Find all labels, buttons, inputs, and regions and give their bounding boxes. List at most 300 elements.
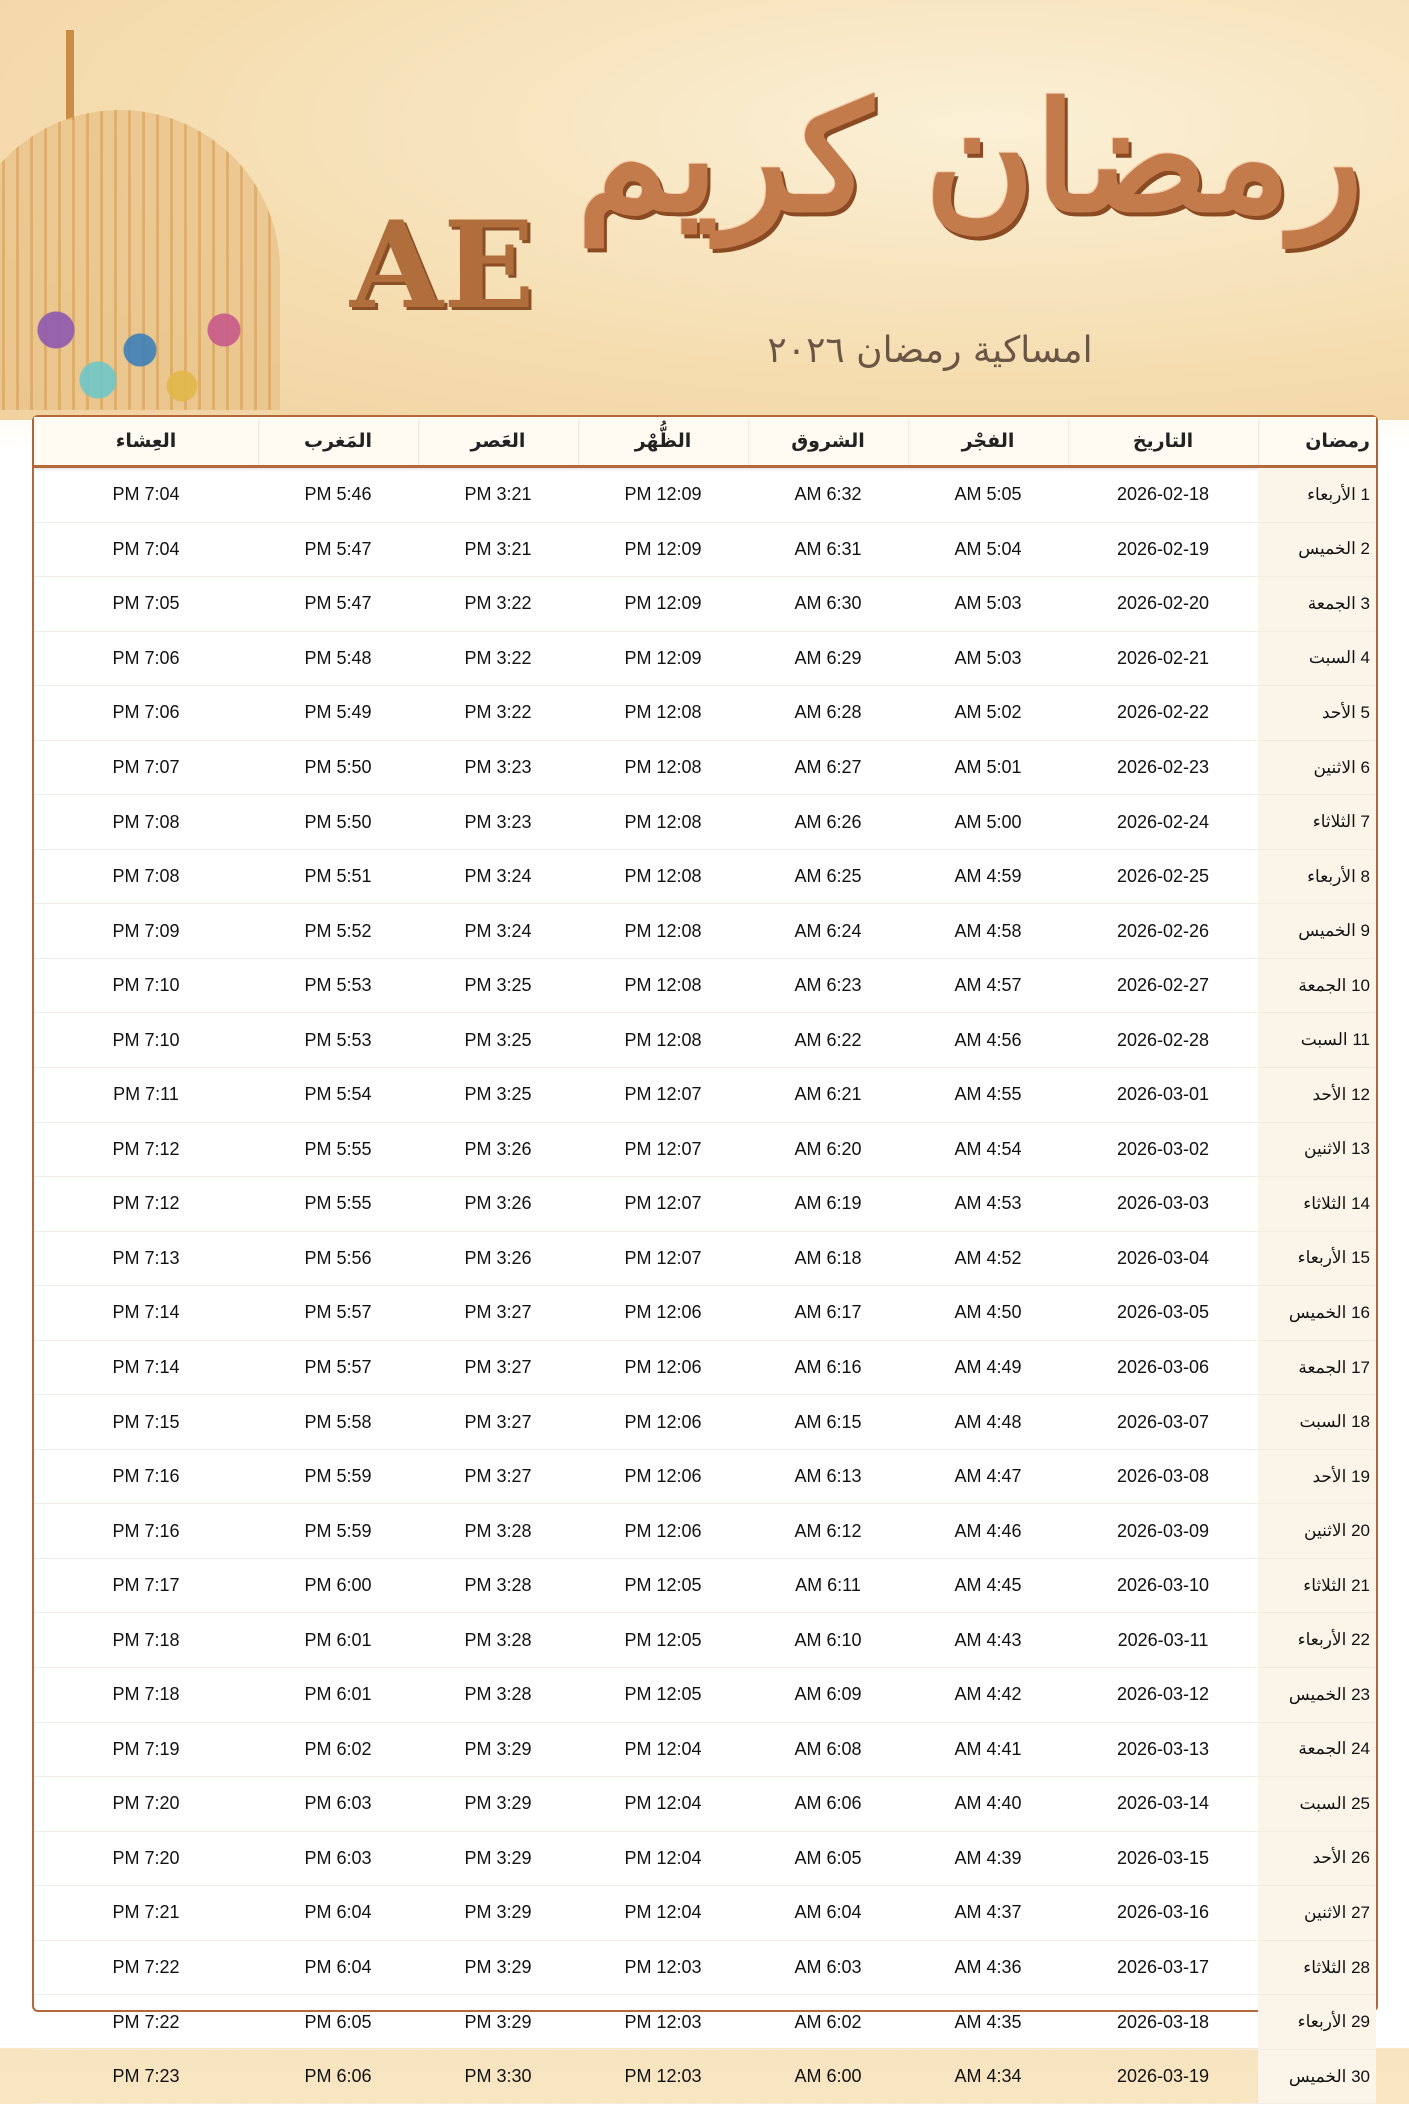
asr-value: PM 3:27 (464, 1466, 532, 1487)
date-cell (1068, 1940, 1258, 1995)
asr-value: PM 3:26 (464, 1247, 532, 1268)
sunrise-cell (748, 522, 908, 577)
fajr-value: AM 4:35 (954, 2011, 1022, 2032)
maghrib-value: PM 5:51 (304, 866, 372, 887)
fajr-value: AM 4:57 (954, 975, 1022, 996)
dhuhr-value: PM 12:07 (624, 1084, 702, 1105)
date-value: 2026-02-26 (1116, 920, 1210, 941)
maghrib-value: PM 5:49 (304, 702, 372, 723)
maghrib-value: PM 5:52 (304, 920, 372, 941)
sunrise-value: AM 6:26 (794, 811, 862, 832)
dhuhr-value: PM 12:08 (624, 811, 702, 832)
ramadan-day-value: 19 الأحد (1312, 1466, 1370, 1486)
fajr-value: AM 4:47 (954, 1466, 1022, 1487)
asr-cell (418, 1995, 578, 2050)
date-value: 2026-03-11 (1117, 1629, 1209, 1650)
dhuhr-value: PM 12:04 (624, 1902, 702, 1923)
date-cell (1068, 795, 1258, 850)
maghrib-cell (258, 631, 418, 686)
ramadan-day-cell (1258, 1449, 1376, 1504)
ramadan-day-cell (1258, 1722, 1376, 1777)
maghrib-value: PM 6:01 (304, 1684, 372, 1705)
sunrise-cell (748, 1995, 908, 2050)
isha-value: PM 7:23 (112, 2066, 180, 2087)
ramadan-day-cell (1258, 467, 1376, 523)
fajr-value: AM 4:53 (954, 1193, 1022, 1214)
maghrib-cell (258, 849, 418, 904)
dhuhr-value: PM 12:07 (624, 1247, 702, 1268)
isha-cell (34, 1613, 258, 1668)
asr-cell (418, 1722, 578, 1777)
asr-cell (418, 1613, 578, 1668)
sunrise-value: AM 6:21 (794, 1084, 862, 1105)
ramadan-day-cell (1258, 795, 1376, 850)
dhuhr-cell (578, 631, 748, 686)
maghrib-cell (258, 1613, 418, 1668)
sunrise-cell (748, 1395, 908, 1450)
dhuhr-cell (578, 1995, 748, 2050)
asr-value: PM 3:25 (464, 1084, 532, 1105)
fajr-value: AM 4:55 (954, 1084, 1022, 1105)
dhuhr-cell (578, 1013, 748, 1068)
sunrise-value: AM 6:22 (794, 1029, 862, 1050)
ramadan-day-value: 26 الأحد (1312, 1848, 1370, 1868)
fajr-value: AM 4:50 (954, 1302, 1022, 1323)
dhuhr-cell (578, 1722, 748, 1777)
asr-cell (418, 1286, 578, 1341)
maghrib-value: PM 6:02 (304, 1738, 372, 1759)
ramadan-day-value: 2 الخميس (1298, 539, 1370, 559)
table-row (34, 1722, 1376, 1777)
fajr-cell (908, 1286, 1068, 1341)
maghrib-cell (258, 1013, 418, 1068)
dhuhr-value: PM 12:06 (624, 1411, 702, 1432)
table-row (34, 1286, 1376, 1341)
isha-value: PM 7:15 (112, 1411, 180, 1432)
prayer-times-table (32, 415, 1378, 2087)
sunrise-cell (748, 1886, 908, 1941)
table-row (34, 1613, 1376, 1668)
isha-value: PM 7:18 (112, 1629, 180, 1650)
fajr-cell (908, 795, 1068, 850)
sunrise-cell (748, 740, 908, 795)
date-value: 2026-02-25 (1116, 866, 1210, 887)
ramadan-day-cell (1258, 1831, 1376, 1886)
ramadan-day-value: 18 السبت (1299, 1412, 1370, 1432)
ramadan-day-value: 20 الاثنين (1304, 1521, 1370, 1541)
date-cell (1068, 1231, 1258, 1286)
asr-value: PM 3:29 (464, 1847, 532, 1868)
dhuhr-value: PM 12:04 (624, 1793, 702, 1814)
ramadan-day-value: 24 الجمعة (1298, 1739, 1370, 1759)
dhuhr-cell (578, 958, 748, 1013)
ramadan-day-value: 13 الاثنين (1304, 1139, 1370, 1159)
dhuhr-value: PM 12:08 (624, 757, 702, 777)
fajr-value: AM 5:05 (954, 484, 1022, 505)
isha-cell (34, 1122, 258, 1177)
date-cell (1068, 1831, 1258, 1886)
date-cell (1068, 904, 1258, 959)
isha-cell (34, 1558, 258, 1613)
dhuhr-cell (578, 1831, 748, 1886)
dhuhr-value: PM 12:05 (624, 1575, 702, 1596)
date-value: 2026-03-19 (1116, 2066, 1210, 2087)
isha-value: PM 7:04 (112, 538, 180, 559)
dhuhr-cell (578, 1340, 748, 1395)
fajr-value: AM 4:59 (954, 866, 1022, 887)
column-header-asr: العَصر (418, 417, 578, 467)
date-value: 2026-03-10 (1116, 1575, 1210, 1596)
sunrise-cell (748, 904, 908, 959)
date-cell (1068, 1777, 1258, 1832)
table-row (34, 1995, 1376, 2050)
sunrise-value: AM 6:06 (794, 1793, 862, 1814)
asr-value: PM 3:25 (464, 1029, 532, 1050)
maghrib-cell (258, 1777, 418, 1832)
fajr-cell (908, 631, 1068, 686)
date-value: 2026-03-18 (1116, 2011, 1210, 2032)
maghrib-cell (258, 1449, 418, 1504)
ramadan-day-cell (1258, 1940, 1376, 1995)
sunrise-cell (748, 1558, 908, 1613)
date-value: 2026-03-13 (1116, 1738, 1210, 1759)
ramadan-day-cell (1258, 740, 1376, 795)
isha-value: PM 7:09 (112, 920, 180, 941)
dhuhr-cell (578, 1395, 748, 1450)
maghrib-cell (258, 1122, 418, 1177)
ramadan-day-value: 27 الاثنين (1304, 1902, 1370, 1922)
asr-cell (418, 1940, 578, 1995)
sunrise-cell (748, 1777, 908, 1832)
fajr-cell (908, 958, 1068, 1013)
fajr-cell (908, 686, 1068, 741)
dome-spire-illustration (66, 30, 74, 120)
asr-value: PM 3:26 (464, 1193, 532, 1214)
column-header-isha: العِشاء (34, 417, 258, 467)
table-row (34, 1340, 1376, 1395)
ramadan-day-value: 3 الجمعة (1307, 593, 1370, 613)
dhuhr-value: PM 12:04 (624, 1738, 702, 1759)
date-value: 2026-03-14 (1116, 1793, 1210, 1814)
sunrise-value: AM 6:29 (794, 647, 862, 668)
asr-value: PM 3:21 (464, 538, 532, 559)
date-cell (1068, 1340, 1258, 1395)
ramadan-day-value: 28 الثلاثاء (1303, 1957, 1370, 1977)
fajr-value: AM 4:56 (954, 1029, 1022, 1050)
sunrise-value: AM 6:04 (794, 1902, 862, 1923)
dhuhr-value: PM 12:05 (624, 1684, 702, 1705)
fajr-cell (908, 1558, 1068, 1613)
fajr-cell (908, 1013, 1068, 1068)
fajr-value: AM 4:39 (954, 1847, 1022, 1868)
isha-value: PM 7:22 (112, 1957, 180, 1978)
asr-value: PM 3:23 (464, 811, 532, 832)
date-cell (1068, 1449, 1258, 1504)
maghrib-value: PM 5:53 (304, 1029, 372, 1050)
isha-value: PM 7:07 (112, 757, 180, 777)
fajr-value: AM 4:46 (954, 1520, 1022, 1541)
maghrib-cell (258, 2049, 418, 2104)
maghrib-value: PM 6:04 (304, 1902, 372, 1923)
date-cell (1068, 631, 1258, 686)
isha-value: PM 7:20 (112, 1847, 180, 1868)
ramadan-day-cell (1258, 1068, 1376, 1123)
date-value: 2026-03-15 (1116, 1847, 1210, 1868)
maghrib-cell (258, 1668, 418, 1723)
dhuhr-value: PM 12:06 (624, 1302, 702, 1323)
dhuhr-cell (578, 1286, 748, 1341)
maghrib-cell (258, 467, 418, 523)
isha-cell (34, 577, 258, 632)
ramadan-day-value: 6 الاثنين (1313, 757, 1370, 777)
isha-cell (34, 686, 258, 741)
dhuhr-value: PM 12:08 (624, 866, 702, 887)
maghrib-cell (258, 740, 418, 795)
date-value: 2026-03-04 (1116, 1247, 1210, 1268)
isha-value: PM 7:11 (113, 1084, 179, 1105)
sunrise-cell (748, 1068, 908, 1123)
sunrise-value: AM 6:17 (794, 1302, 862, 1323)
ramadan-day-cell (1258, 1177, 1376, 1232)
table-row (34, 1668, 1376, 1723)
dhuhr-cell (578, 904, 748, 959)
date-value: 2026-02-28 (1116, 1029, 1210, 1050)
maghrib-cell (258, 1558, 418, 1613)
isha-cell (34, 740, 258, 795)
sunrise-cell (748, 467, 908, 523)
isha-cell (34, 1504, 258, 1559)
date-value: 2026-02-21 (1116, 647, 1210, 668)
asr-cell (418, 1013, 578, 1068)
dhuhr-value: PM 12:09 (624, 484, 702, 505)
maghrib-value: PM 5:57 (304, 1357, 372, 1378)
fajr-value: AM 4:40 (954, 1793, 1022, 1814)
fajr-cell (908, 1231, 1068, 1286)
asr-value: PM 3:29 (464, 1902, 532, 1923)
asr-value: PM 3:27 (464, 1357, 532, 1378)
ramadan-day-value: 9 الخميس (1298, 921, 1370, 941)
maghrib-value: PM 5:55 (304, 1138, 372, 1159)
isha-cell (34, 2049, 258, 2104)
dhuhr-value: PM 12:09 (624, 593, 702, 614)
ramadan-day-cell (1258, 1013, 1376, 1068)
maghrib-cell (258, 1340, 418, 1395)
fajr-value: AM 4:58 (954, 920, 1022, 941)
dhuhr-value: PM 12:09 (624, 647, 702, 668)
table-row (34, 1777, 1376, 1832)
asr-cell (418, 1177, 578, 1232)
ramadan-day-value: 1 الأربعاء (1307, 484, 1370, 504)
date-value: 2026-02-24 (1116, 811, 1210, 832)
sunrise-value: AM 6:09 (794, 1684, 862, 1705)
fajr-cell (908, 849, 1068, 904)
isha-cell (34, 904, 258, 959)
table-row (34, 958, 1376, 1013)
ramadan-day-value: 8 الأربعاء (1307, 866, 1370, 886)
date-cell (1068, 1122, 1258, 1177)
fajr-value: AM 4:49 (954, 1357, 1022, 1378)
date-cell (1068, 740, 1258, 795)
table-row (34, 1013, 1376, 1068)
dhuhr-value: PM 12:08 (624, 975, 702, 996)
isha-cell (34, 849, 258, 904)
date-cell (1068, 849, 1258, 904)
ramadan-kareem-title: رمضان كريم (576, 70, 1364, 246)
dhuhr-cell (578, 1068, 748, 1123)
isha-cell (34, 1286, 258, 1341)
sunrise-value: AM 6:16 (794, 1357, 862, 1378)
fajr-cell (908, 522, 1068, 577)
fajr-cell (908, 2049, 1068, 2104)
sunrise-value: AM 6:25 (794, 866, 862, 887)
asr-cell (418, 1886, 578, 1941)
fajr-cell (908, 577, 1068, 632)
asr-cell (418, 577, 578, 632)
column-header-fajr: الفجْر (908, 417, 1068, 467)
sunrise-value: AM 6:20 (794, 1138, 862, 1159)
table-row (34, 577, 1376, 632)
sunrise-cell (748, 958, 908, 1013)
sunrise-value: AM 6:18 (794, 1247, 862, 1268)
ramadan-day-cell (1258, 577, 1376, 632)
sunrise-cell (748, 1340, 908, 1395)
isha-value: PM 7:22 (112, 2011, 180, 2032)
date-cell (1068, 1504, 1258, 1559)
column-header-ramadan-day: رمضان (1258, 417, 1376, 467)
ramadan-day-cell (1258, 1613, 1376, 1668)
dhuhr-cell (578, 2049, 748, 2104)
sunrise-cell (748, 1613, 908, 1668)
sunrise-value: AM 6:10 (794, 1629, 862, 1650)
sunrise-cell (748, 1831, 908, 1886)
dhuhr-cell (578, 1777, 748, 1832)
dhuhr-cell (578, 1613, 748, 1668)
isha-value: PM 7:12 (112, 1193, 180, 1214)
sunrise-value: AM 6:32 (794, 484, 862, 505)
sunrise-cell (748, 1286, 908, 1341)
fajr-cell (908, 1395, 1068, 1450)
sunrise-value: AM 6:15 (794, 1411, 862, 1432)
asr-cell (418, 795, 578, 850)
maghrib-cell (258, 795, 418, 850)
fajr-cell (908, 1940, 1068, 1995)
ramadan-day-value: 14 الثلاثاء (1303, 1193, 1370, 1213)
date-cell (1068, 1995, 1258, 2050)
maghrib-value: PM 6:00 (304, 1575, 372, 1596)
asr-value: PM 3:29 (464, 1793, 532, 1814)
maghrib-value: PM 6:04 (304, 1957, 372, 1978)
date-cell (1068, 1613, 1258, 1668)
date-cell (1068, 1013, 1258, 1068)
ramadan-day-cell (1258, 1995, 1376, 2050)
isha-cell (34, 522, 258, 577)
ramadan-day-cell (1258, 1886, 1376, 1941)
fajr-value: AM 5:02 (954, 702, 1022, 723)
asr-cell (418, 1122, 578, 1177)
maghrib-cell (258, 904, 418, 959)
date-cell (1068, 1286, 1258, 1341)
ramadan-day-value: 25 السبت (1299, 1793, 1370, 1813)
maghrib-cell (258, 577, 418, 632)
isha-value: PM 7:12 (112, 1138, 180, 1159)
asr-value: PM 3:24 (464, 920, 532, 941)
ramadan-day-cell (1258, 849, 1376, 904)
isha-cell (34, 1340, 258, 1395)
sunrise-value: AM 6:05 (794, 1847, 862, 1868)
dhuhr-value: PM 12:04 (624, 1847, 702, 1868)
asr-value: PM 3:23 (464, 757, 532, 777)
column-header-sunrise: الشروق (748, 417, 908, 467)
fajr-cell (908, 1995, 1068, 2050)
asr-value: PM 3:28 (464, 1629, 532, 1650)
fajr-value: AM 5:04 (954, 538, 1022, 559)
asr-cell (418, 740, 578, 795)
maghrib-cell (258, 1068, 418, 1123)
fajr-cell (908, 467, 1068, 523)
sunrise-cell (748, 631, 908, 686)
asr-cell (418, 1231, 578, 1286)
table-row (34, 631, 1376, 686)
date-value: 2026-03-02 (1116, 1138, 1210, 1159)
date-value: 2026-03-06 (1116, 1357, 1210, 1378)
ramadan-day-cell (1258, 1395, 1376, 1450)
dhuhr-cell (578, 740, 748, 795)
sunrise-cell (748, 795, 908, 850)
fajr-value: AM 5:03 (954, 593, 1022, 614)
isha-value: PM 7:14 (112, 1357, 180, 1378)
table-row (34, 1504, 1376, 1559)
isha-cell (34, 1068, 258, 1123)
isha-cell (34, 1886, 258, 1941)
ramadan-day-cell (1258, 686, 1376, 741)
isha-cell (34, 1831, 258, 1886)
ramadan-day-cell (1258, 522, 1376, 577)
asr-value: PM 3:21 (464, 484, 532, 505)
maghrib-cell (258, 1886, 418, 1941)
asr-value: PM 3:25 (464, 975, 532, 996)
table-row (34, 467, 1376, 523)
date-cell (1068, 1668, 1258, 1723)
date-cell (1068, 958, 1258, 1013)
maghrib-value: PM 5:59 (304, 1466, 372, 1487)
asr-value: PM 3:24 (464, 866, 532, 887)
sunrise-value: AM 6:11 (795, 1575, 861, 1596)
isha-cell (34, 1940, 258, 1995)
maghrib-cell (258, 1177, 418, 1232)
fajr-value: AM 5:00 (954, 811, 1022, 832)
dhuhr-cell (578, 1122, 748, 1177)
isha-value: PM 7:06 (112, 702, 180, 723)
dhuhr-cell (578, 1940, 748, 1995)
sunrise-value: AM 6:23 (794, 975, 862, 996)
asr-cell (418, 1340, 578, 1395)
isha-cell (34, 1231, 258, 1286)
table-header-row (34, 417, 1376, 467)
isha-value: PM 7:14 (112, 1302, 180, 1323)
asr-cell (418, 1504, 578, 1559)
isha-value: PM 7:16 (112, 1466, 180, 1487)
maghrib-value: PM 5:46 (304, 484, 372, 505)
date-value: 2026-02-19 (1116, 538, 1210, 559)
sunrise-cell (748, 1231, 908, 1286)
sunrise-value: AM 6:03 (794, 1957, 862, 1978)
ramadan-day-cell (1258, 904, 1376, 959)
maghrib-cell (258, 522, 418, 577)
dhuhr-value: PM 12:05 (624, 1629, 702, 1650)
table-row (34, 1940, 1376, 1995)
dhuhr-cell (578, 686, 748, 741)
fajr-value: AM 4:37 (954, 1902, 1022, 1923)
